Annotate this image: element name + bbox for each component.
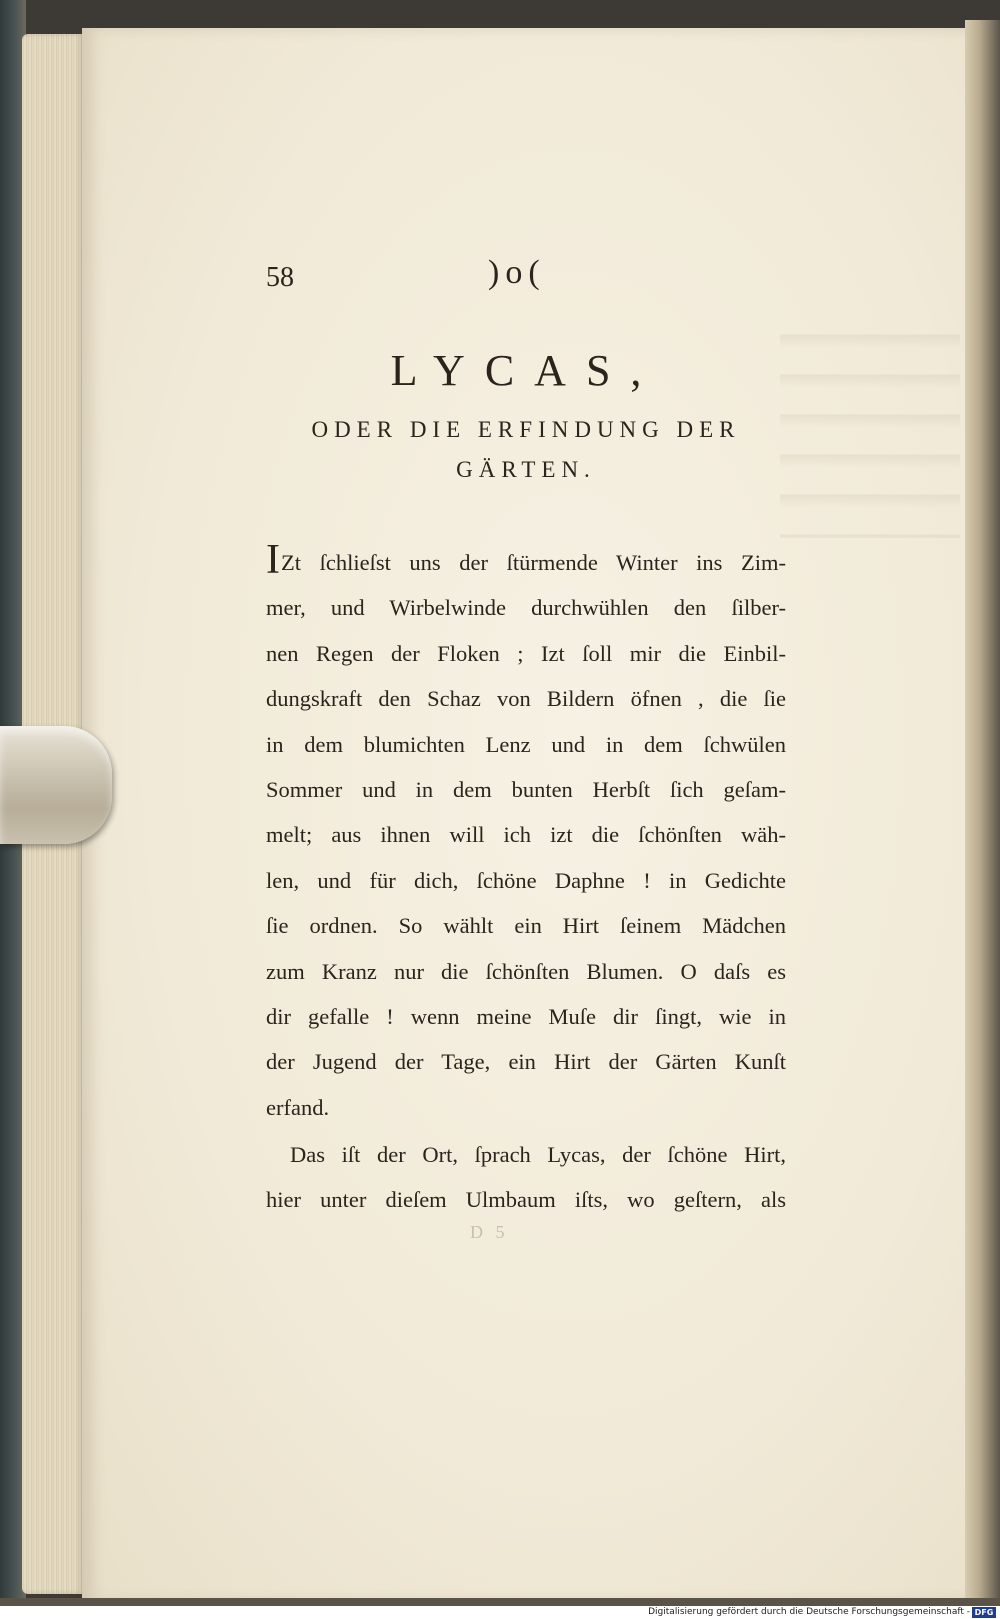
show-through-text	[780, 308, 960, 538]
chapter-subtitle	[266, 410, 786, 490]
page-clip	[0, 726, 112, 844]
footer-credit: Digitalisierung gefördert durch die Deutsche Forschungsgemeinschaft -	[648, 1607, 970, 1617]
text-line: mer, und Wirbelwinde durchwühlen den ſilber-	[266, 595, 786, 621]
text-line: len, und für dich, ſchöne Daphne ! in Gedichte	[266, 867, 786, 893]
text-line: dungskraft den Schaz von Bildern öfnen , die ſie	[266, 686, 786, 712]
text-line: der Jugend der Tage, ein Hirt der Gärten Kunſt	[266, 1049, 786, 1075]
text-line: dir gefalle ! wenn meine Muſe dir ſingt, wie in	[266, 1004, 786, 1030]
paragraph-1	[266, 537, 786, 1130]
text-line: in dem blumichten Lenz und in dem ſchwülen	[266, 731, 786, 757]
text-line: melt; aus ihnen will ich izt die ſchönſten wäh-	[266, 822, 786, 848]
text-line: ſie ordnen. So wählt ein Hirt ſeinem Mädchen	[266, 913, 786, 939]
chapter-title: LYCAS,	[390, 346, 662, 395]
text-line: nen Regen der Floken ; Izt ſoll mir die Einbil-	[266, 640, 786, 666]
text-line: Das iſt der Ort, ſprach Lycas, der ſchöne Hirt,	[290, 1142, 786, 1167]
text-line: erfand.	[266, 1094, 330, 1120]
running-head: )o(	[488, 254, 546, 291]
signature-mark: D 5	[470, 1222, 509, 1242]
text-line-content: Zt ſchlieſst uns der ſtürmende Winter ins Zim-	[281, 550, 786, 575]
footer-bar	[0, 1606, 1000, 1619]
text-line: hier unter dieſem Ulmbaum iſts, wo geſtern, als	[266, 1187, 786, 1213]
text-line: zum Kranz nur die ſchönſten Blumen. O daſs es	[266, 958, 786, 984]
page-number: 58	[266, 262, 294, 293]
dfg-logo: DFG	[972, 1607, 996, 1618]
subtitle-line: GÄRTEN.	[456, 457, 596, 482]
paragraph-2	[266, 1132, 786, 1223]
subtitle-line: ODER DIE ERFINDUNG DER	[311, 417, 741, 442]
text-line: Sommer und in dem bunten Herbſt ſich geſam-	[266, 777, 786, 803]
drop-cap: I	[266, 537, 280, 583]
right-page-edge	[965, 20, 1000, 1610]
text-line	[266, 537, 786, 585]
